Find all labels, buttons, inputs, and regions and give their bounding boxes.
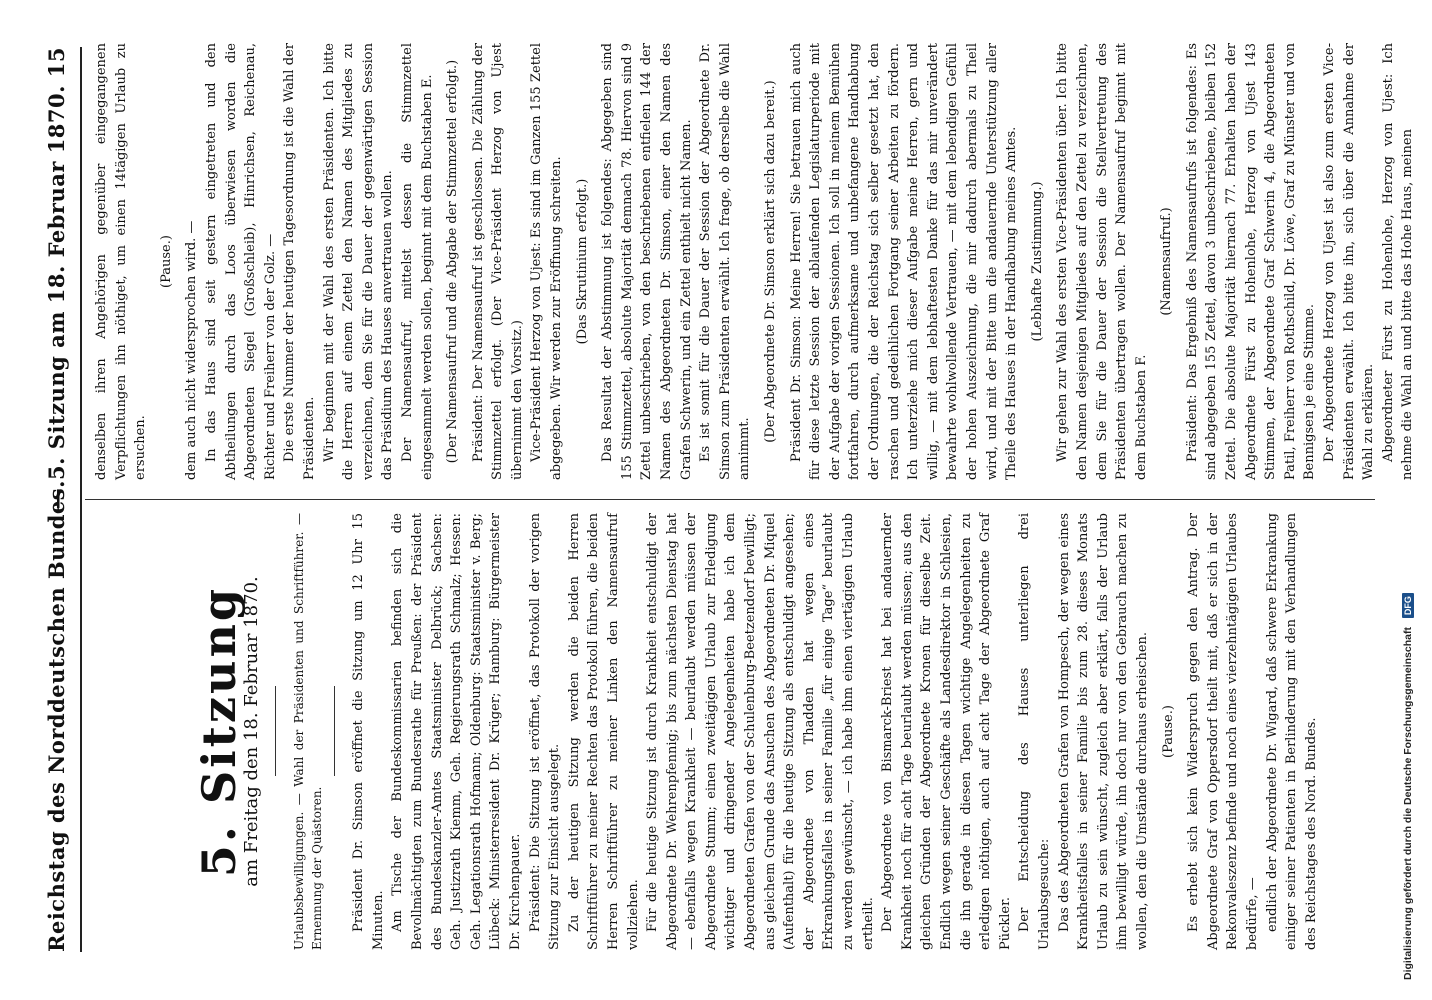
paragraph: Für die heutige Sitzung ist durch Krankheit entschuldigt der Abgeordnete Dr. Wehrenpfennig; bis zum nächsten Dienstag hat — ebenfalls wegen Krankheit — beurlaubt werden müssen der Abgeordnete Stumm; einen zweitägigen Urlaub zur Erledigung wichtiger und dringender Angelegenheiten habe ich dem Abgeordneten Grafen von der Schulenburg-Beetzendorf bewilligt; aus gleichem Grunde das Ansuchen des Abgeordneten Dr. Miquel (Aufenthalt) für die heutige Sitzung als entschuldigt angesehen; der Abgeordnete von Thadden hat wegen eines Erkrankungsfalles in seiner Familie „für einige Tage“ beurlaubt zu werden gewünscht, — ich habe ihm einen viertägigen Urlaub ertheilt.	[645, 513, 876, 950]
digitization-credit	[1402, 0, 1414, 1000]
header-rule	[80, 47, 82, 952]
paragraph: Wir gehen zur Wahl des ersten Vice-Präsidenten über. Ich bitte den Namen desjenigen Mitgliedes auf den Zettel zu verzeichnen, dem Sie für die Dauer der Session die Stellvertretung des Präsidenten übertragen wollen. Der Namensaufruf beginnt mit dem Buchstaben F.	[1055, 43, 1149, 480]
right-column	[92, 43, 1418, 480]
paragraph: denselben ihren Angehörigen gegenüber eingegangenen Verpflichtungen ihn nöthiget, um einen 14tägigen Urlaub zu ersuchen.	[94, 43, 149, 480]
paragraph: Wir beginnen mit der Wahl des ersten Präsidenten. Ich bitte die Herren auf einem Zettel den Namen des Mitgliedes zu verzeichnen, dem Sie für die Dauer der gegenwärtigen Session das Präsidium des Hauses anvertrauen wollen.	[321, 43, 396, 480]
paragraph: Zu der heutigen Sitzung werden die beiden Herren Schriftführer zu meiner Rechten das Protokoll führen, die beiden Herren Schriftführer zu meiner Linken den Namensaufruf vollziehen.	[566, 513, 641, 950]
stage-direction: (Der Namensaufruf und die Abgabe der Stimmzettel erfolgt.)	[445, 59, 461, 464]
stage-direction: (Das Skrutinium erfolgt.)	[574, 178, 590, 345]
paragraph: Präsident: Die Sitzung ist eröffnet, das Protokoll der vorigen Sitzung zur Einsicht ausgelegt.	[527, 513, 563, 950]
paragraph: Vice-Präsident Herzog von Ujest: Es sind im Ganzen 155 Zettel abgegeben. Wir werden zur Eröffnung schreiten.	[529, 43, 565, 480]
credit-text: Digitalisierung gefördert durch die Deutsche Forschungsgemeinschaft	[1402, 627, 1414, 980]
header-left: Reichstag des Norddeutschen Bundes.	[44, 480, 69, 952]
dfg-logo: DFG	[1402, 593, 1414, 618]
paragraph: Präsident: Das Ergebniß des Namensaufrufs ist folgendes: Es sind abgegeben 155 Zettel, davon 3 unbeschriebene, bleiben 152 Zettel. Die absolute Majorität hiernach 77. Erhalten haben der Abgeordnete Fürst zu Hohenlohe, Herzog von Ujest 143 Stimmen, der Abgeordnete Graf Schwerin 4, die Abgeordneten Patil, Freiherr von Rothschild, Dr. Löwe, Graf zu Münster und von Bennigsen je eine Stimme.	[1184, 43, 1318, 480]
paragraph: Präsident: Der Namensaufruf ist geschlossen. Die Zählung der Stimmzettel erfolgt. (Der Vice-Präsident Herzog von Ujest übernimmt den Vorsitz.)	[470, 43, 525, 480]
paragraph: Die erste Nummer der heutigen Tagesordnung ist die Wahl der Präsidenten.	[282, 43, 317, 480]
session-date: am Freitag den 18. Februar 1870.	[240, 576, 262, 887]
paragraph: Der Abgeordnete von Bismarck-Briest hat bei andauernder Krankheit noch für acht Tage beurlaubt werden müssen; aus den gleichen Gründen der Abgeordnete Kronen für dieselbe Zeit. Endlich wegen seiner Geschäfte als Landesdirektor in Schlesien, die ihn gerade in diesen Tagen wichtige Angelegenheiten zu erledigen nöthigen, auch auf acht Tage der Abgeordnete Graf Pückler.	[880, 513, 1013, 950]
stage-direction: (Pause.)	[1160, 705, 1176, 758]
paragraph: dem auch nicht widersprochen wird. —	[184, 220, 200, 480]
paragraph: Abgeordneter Fürst zu Hohenlohe, Herzog von Ujest: Ich nehme die Wahl an und bitte das Hohe Haus, meinen	[1380, 43, 1416, 480]
session-title: 5. Sitzung	[192, 585, 246, 878]
column-divider	[85, 499, 1375, 500]
paragraph: Am Tische der Bundeskommissarien befinden sich die Bevollmächtigten zum Bundesrathe für Preußen: der Präsident des Bundeskanzler-Amtes Staatsminister Delbrück; Sachsen: Geh. Justizrath Kiemm, Geh. Regierungsrath Schmalz; Hessen: Geh. Legationsrath Hofmann; Oldenburg: Staatsminister v. Berg; Lübeck: Ministerresident Dr. Krüger; Hamburg: Bürgermeister Dr. Kirchenpauer.	[390, 513, 523, 950]
stage-direction: (Namensaufruf.)	[1159, 207, 1175, 316]
paragraph: Das Resultat der Abstimmung ist folgendes: Abgegeben sind 155 Stimmzettel, absolute Majorität demnach 78. Hiervon sind 9 Zettel unbeschrieben, von den beschriebenen entfielen 144 der Namen des Abgeordneten Dr. Simson, einer den Namen des Grafen Schwerin, und ein Zettel enthielt nicht Namen.	[600, 43, 694, 480]
paragraph: Präsident Dr. Simson eröffnet die Sitzung um 12 Uhr 15 Minuten.	[351, 513, 386, 950]
header-right: — 5. Sitzung am 18. Februar 1870. 15	[44, 47, 69, 510]
paragraph: Präsident Dr. Simson: Meine Herren! Sie betrauen mich auch für diese letzte Session der ablaufenden Legislaturperiode mit der Aufgabe der vorigen Sessionen. Ich soll in meinem Bemühen fortfahren, durch aufmerksame und unbefangene Handhabung der Ordnungen, die der Reichstag sich selber gesetzt hat, den raschen und gedeihlichen Fortgang seiner Arbeiten zu fördern. Ich unterziehe mich dieser Aufgabe meine Herren, gern und willig, — mit dem lebhaftesten Danke für das mir unverändert bewahrte wohlwollende Vertrauen, — mit dem lebendigen Gefühl der hohen Auszeichnung, die mir dadurch abermals zu Theil wird, und mit der Bitte um die andauernde Unterstützung aller Theile des Hauses in der Handhabung meines Amtes.	[788, 43, 1020, 480]
paragraph: Der Abgeordnete Herzog von Ujest ist also zum ersten Vice-Präsidenten erwählt. Ich bitte ihn, sich über die Annahme der Wahl zu erklären.	[1322, 43, 1377, 480]
paragraph: Das des Abgeordneten Grafen von Hompesch, der wegen eines Krankheitsfalles in seiner Familie bis zum 28. dieses Monats Urlaub zu sein wünscht, zugleich aber erklärt, falls der Urlaub ihm bewilligt würde, ihn doch nur von den Gebrauch machen zu wollen, den die Umstände durchaus erheischen.	[1056, 513, 1150, 950]
paragraph: Der Namensaufruf, mittelst dessen die Stimmzettel eingesammelt werden sollen, beginnt mit dem Buchstaben E.	[399, 43, 435, 480]
stage-direction: (Der Abgeordnete Dr. Simson erklärt sich dazu bereit.)	[763, 80, 778, 443]
paragraph: Es ist somit für die Dauer der Session der Abgeordnete Dr. Simson zum Präsidenten erwählt. Ich frage, ob derselbe die Wahl annimmt.	[698, 43, 753, 480]
contents-rule	[334, 687, 335, 777]
paragraph: Der Entscheidung des Hauses unterliegen drei Urlaubsgesuche:	[1017, 513, 1052, 950]
left-column	[92, 513, 1321, 950]
contents-summary: Urlaubsbewilligungen. — Wahl der Präsidenten und Schriftführer. — Ernennung der Quästoren.	[292, 513, 325, 950]
stage-direction: (Lebhafte Zustimmung.)	[1029, 181, 1045, 342]
paragraph: In das Haus sind seit gestern eingetreten und den Abtheilungen durch das Loos überwiesen worden die Abgeordneten Siegel (Großschleib), Hinrichsen, Reichenau, Richter und Freiherr von der Golz. —	[203, 43, 278, 480]
running-header	[44, 47, 78, 952]
paragraph: Es erhebt sich kein Widerspruch gegen den Antrag. Der Abgeordnete Graf von Oppersdorf theilt mit, daß er sich in der Rekonvaleszenz befinde und noch eines vierzehntägigen Urlaubes bedürfe, —	[1186, 513, 1260, 950]
paragraph: endlich der Abgeordnete Dr. Wigard, daß schwere Erkrankung einiger seiner Patienten in Berlinderung mit den Verhandlungen des Reichstages des Nord. Bundes.	[1264, 513, 1319, 950]
title-rule	[275, 687, 276, 777]
stage-direction: (Pause.)	[158, 235, 174, 288]
